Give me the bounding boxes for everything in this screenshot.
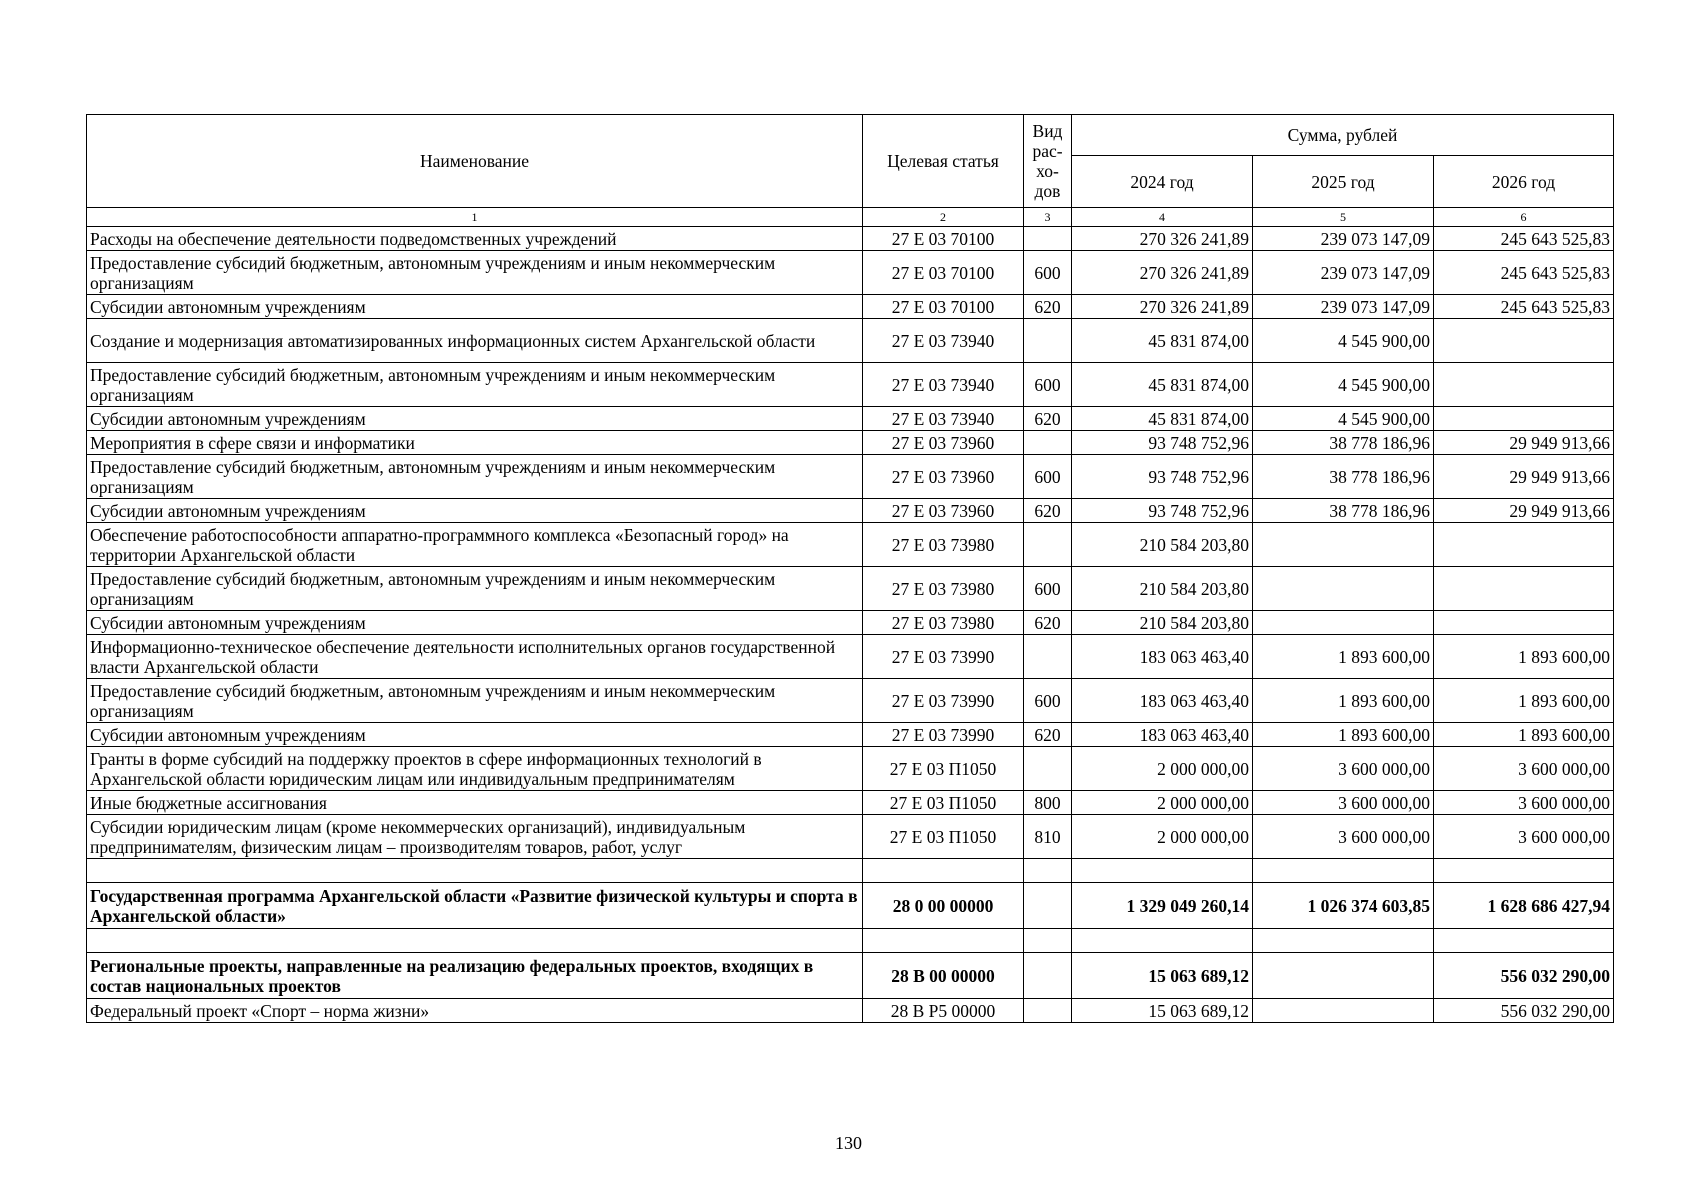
amount-2026: 245 643 525,83 bbox=[1434, 295, 1614, 319]
row-name: Предоставление субсидий бюджетным, автономным учреждениям и иным некоммерческим организациям bbox=[87, 251, 863, 295]
amount-2025 bbox=[1253, 567, 1434, 611]
amount-2024: 270 326 241,89 bbox=[1072, 295, 1253, 319]
column-number: 3 bbox=[1024, 208, 1072, 227]
amount-2024 bbox=[1072, 929, 1253, 953]
target-article: 27 Е 03 73980 bbox=[863, 567, 1024, 611]
target-article: 27 Е 03 73980 bbox=[863, 611, 1024, 635]
amount-2026: 1 893 600,00 bbox=[1434, 679, 1614, 723]
expense-type bbox=[1024, 929, 1072, 953]
header-year-2024: 2024 год bbox=[1072, 156, 1253, 208]
target-article: 27 Е 03 73990 bbox=[863, 679, 1024, 723]
table-row bbox=[87, 523, 1614, 567]
target-article: 27 Е 03 П1050 bbox=[863, 815, 1024, 859]
row-name: Создание и модернизация автоматизированных информационных систем Архангельской области bbox=[87, 319, 863, 363]
header-year-2025: 2025 год bbox=[1253, 156, 1434, 208]
column-number: 4 bbox=[1072, 208, 1253, 227]
expense-type: 600 bbox=[1024, 251, 1072, 295]
row-name: Субсидии автономным учреждениям bbox=[87, 407, 863, 431]
amount-2025: 38 778 186,96 bbox=[1253, 455, 1434, 499]
amount-2025: 4 545 900,00 bbox=[1253, 363, 1434, 407]
amount-2025: 1 893 600,00 bbox=[1253, 723, 1434, 747]
amount-2025: 1 893 600,00 bbox=[1253, 635, 1434, 679]
row-name: Субсидии юридическим лицам (кроме некоммерческих организаций), индивидуальным предпринимателям, физическим лицам – производителям товаров, работ, услуг bbox=[87, 815, 863, 859]
amount-2024: 210 584 203,80 bbox=[1072, 523, 1253, 567]
target-article: 27 Е 03 П1050 bbox=[863, 747, 1024, 791]
amount-2024: 183 063 463,40 bbox=[1072, 723, 1253, 747]
table-row bbox=[87, 723, 1614, 747]
row-name: Субсидии автономным учреждениям bbox=[87, 723, 863, 747]
budget-table bbox=[86, 114, 1614, 1023]
row-name: Государственная программа Архангельской области «Развитие физической культуры и спорта в Архангельской области» bbox=[87, 883, 863, 929]
page-number: 130 bbox=[835, 1133, 862, 1153]
amount-2026 bbox=[1434, 929, 1614, 953]
row-name: Субсидии автономным учреждениям bbox=[87, 499, 863, 523]
row-name bbox=[87, 859, 863, 883]
amount-2025 bbox=[1253, 859, 1434, 883]
expense-type: 620 bbox=[1024, 407, 1072, 431]
table-row bbox=[87, 455, 1614, 499]
target-article: 27 Е 03 73960 bbox=[863, 431, 1024, 455]
amount-2024: 183 063 463,40 bbox=[1072, 635, 1253, 679]
table-row bbox=[87, 319, 1614, 363]
header-year-2026: 2026 год bbox=[1434, 156, 1614, 208]
amount-2025: 38 778 186,96 bbox=[1253, 431, 1434, 455]
spacer-row bbox=[87, 929, 1614, 953]
row-name: Предоставление субсидий бюджетным, автономным учреждениям и иным некоммерческим организациям bbox=[87, 455, 863, 499]
table-row bbox=[87, 407, 1614, 431]
expense-type: 600 bbox=[1024, 679, 1072, 723]
row-name: Информационно-техническое обеспечение деятельности исполнительных органов государственной власти Архангельской области bbox=[87, 635, 863, 679]
header-expense-type: Вид рас-хо-дов bbox=[1024, 115, 1072, 208]
amount-2025: 1 893 600,00 bbox=[1253, 679, 1434, 723]
expense-type: 600 bbox=[1024, 567, 1072, 611]
expense-type bbox=[1024, 635, 1072, 679]
amount-2024: 210 584 203,80 bbox=[1072, 611, 1253, 635]
expense-type bbox=[1024, 431, 1072, 455]
target-article: 27 Е 03 70100 bbox=[863, 295, 1024, 319]
amount-2025: 3 600 000,00 bbox=[1253, 791, 1434, 815]
row-name: Иные бюджетные ассигнования bbox=[87, 791, 863, 815]
target-article bbox=[863, 859, 1024, 883]
row-name: Мероприятия в сфере связи и информатики bbox=[87, 431, 863, 455]
target-article: 27 Е 03 73940 bbox=[863, 363, 1024, 407]
row-name: Субсидии автономным учреждениям bbox=[87, 611, 863, 635]
expense-type bbox=[1024, 523, 1072, 567]
table-row bbox=[87, 611, 1614, 635]
amount-2026: 29 949 913,66 bbox=[1434, 431, 1614, 455]
row-name: Обеспечение работоспособности аппаратно-программного комплекса «Безопасный город» на территории Архангельской области bbox=[87, 523, 863, 567]
amount-2025 bbox=[1253, 523, 1434, 567]
row-name: Федеральный проект «Спорт – норма жизни» bbox=[87, 999, 863, 1023]
amount-2026: 245 643 525,83 bbox=[1434, 227, 1614, 251]
amount-2024: 45 831 874,00 bbox=[1072, 363, 1253, 407]
target-article: 27 Е 03 70100 bbox=[863, 227, 1024, 251]
amount-2026 bbox=[1434, 407, 1614, 431]
header-sum: Сумма, рублей bbox=[1072, 115, 1614, 156]
target-article: 27 Е 03 73940 bbox=[863, 407, 1024, 431]
table-row bbox=[87, 883, 1614, 929]
table-row bbox=[87, 815, 1614, 859]
target-article: 27 Е 03 70100 bbox=[863, 251, 1024, 295]
amount-2024: 15 063 689,12 bbox=[1072, 953, 1253, 999]
column-number: 5 bbox=[1253, 208, 1434, 227]
amount-2026: 556 032 290,00 bbox=[1434, 953, 1614, 999]
table-row bbox=[87, 295, 1614, 319]
amount-2024: 2 000 000,00 bbox=[1072, 791, 1253, 815]
table-row bbox=[87, 227, 1614, 251]
amount-2025: 38 778 186,96 bbox=[1253, 499, 1434, 523]
amount-2024: 93 748 752,96 bbox=[1072, 431, 1253, 455]
header-name: Наименование bbox=[87, 115, 863, 208]
target-article: 27 Е 03 73990 bbox=[863, 723, 1024, 747]
amount-2024: 45 831 874,00 bbox=[1072, 319, 1253, 363]
table-row bbox=[87, 999, 1614, 1023]
amount-2026: 29 949 913,66 bbox=[1434, 499, 1614, 523]
expense-type bbox=[1024, 953, 1072, 999]
amount-2026: 1 893 600,00 bbox=[1434, 635, 1614, 679]
expense-type: 600 bbox=[1024, 363, 1072, 407]
amount-2026: 556 032 290,00 bbox=[1434, 999, 1614, 1023]
amount-2025: 239 073 147,09 bbox=[1253, 227, 1434, 251]
expense-type: 800 bbox=[1024, 791, 1072, 815]
amount-2026: 3 600 000,00 bbox=[1434, 791, 1614, 815]
amount-2025 bbox=[1253, 611, 1434, 635]
target-article: 28 0 00 00000 bbox=[863, 883, 1024, 929]
amount-2026: 29 949 913,66 bbox=[1434, 455, 1614, 499]
header-target-article: Целевая статья bbox=[863, 115, 1024, 208]
target-article: 27 Е 03 73940 bbox=[863, 319, 1024, 363]
amount-2024: 45 831 874,00 bbox=[1072, 407, 1253, 431]
expense-type: 620 bbox=[1024, 723, 1072, 747]
amount-2024: 15 063 689,12 bbox=[1072, 999, 1253, 1023]
amount-2024: 93 748 752,96 bbox=[1072, 499, 1253, 523]
amount-2026 bbox=[1434, 319, 1614, 363]
row-name: Гранты в форме субсидий на поддержку проектов в сфере информационных технологий в Архангельской области юридическим лицам или индивидуальным предпринимателям bbox=[87, 747, 863, 791]
amount-2024: 210 584 203,80 bbox=[1072, 567, 1253, 611]
amount-2025 bbox=[1253, 999, 1434, 1023]
amount-2025: 4 545 900,00 bbox=[1253, 407, 1434, 431]
amount-2024: 2 000 000,00 bbox=[1072, 815, 1253, 859]
row-name: Предоставление субсидий бюджетным, автономным учреждениям и иным некоммерческим организациям bbox=[87, 567, 863, 611]
amount-2025: 239 073 147,09 bbox=[1253, 251, 1434, 295]
expense-type: 620 bbox=[1024, 295, 1072, 319]
amount-2026: 1 628 686 427,94 bbox=[1434, 883, 1614, 929]
amount-2024: 93 748 752,96 bbox=[1072, 455, 1253, 499]
expense-type bbox=[1024, 747, 1072, 791]
target-article: 27 Е 03 73980 bbox=[863, 523, 1024, 567]
amount-2025: 239 073 147,09 bbox=[1253, 295, 1434, 319]
amount-2026: 1 893 600,00 bbox=[1434, 723, 1614, 747]
row-name bbox=[87, 929, 863, 953]
table-body bbox=[87, 227, 1614, 1023]
row-name: Расходы на обеспечение деятельности подведомственных учреждений bbox=[87, 227, 863, 251]
row-name: Предоставление субсидий бюджетным, автономным учреждениям и иным некоммерческим организациям bbox=[87, 679, 863, 723]
expense-type: 620 bbox=[1024, 611, 1072, 635]
table-row bbox=[87, 791, 1614, 815]
amount-2025 bbox=[1253, 953, 1434, 999]
target-article: 28 В 00 00000 bbox=[863, 953, 1024, 999]
expense-type bbox=[1024, 883, 1072, 929]
row-name: Региональные проекты, направленные на реализацию федеральных проектов, входящих в состав национальных проектов bbox=[87, 953, 863, 999]
table-row bbox=[87, 431, 1614, 455]
row-name: Предоставление субсидий бюджетным, автономным учреждениям и иным некоммерческим организациям bbox=[87, 363, 863, 407]
table-row bbox=[87, 953, 1614, 999]
table-row bbox=[87, 251, 1614, 295]
expense-type: 810 bbox=[1024, 815, 1072, 859]
column-number: 2 bbox=[863, 208, 1024, 227]
amount-2026: 3 600 000,00 bbox=[1434, 815, 1614, 859]
amount-2026: 245 643 525,83 bbox=[1434, 251, 1614, 295]
amount-2026 bbox=[1434, 611, 1614, 635]
expense-type bbox=[1024, 319, 1072, 363]
amount-2024: 1 329 049 260,14 bbox=[1072, 883, 1253, 929]
table-row bbox=[87, 747, 1614, 791]
amount-2024: 183 063 463,40 bbox=[1072, 679, 1253, 723]
amount-2025 bbox=[1253, 929, 1434, 953]
target-article: 27 Е 03 73960 bbox=[863, 499, 1024, 523]
expense-type bbox=[1024, 999, 1072, 1023]
column-number: 1 bbox=[87, 208, 863, 227]
amount-2025: 3 600 000,00 bbox=[1253, 815, 1434, 859]
expense-type bbox=[1024, 859, 1072, 883]
table-row bbox=[87, 679, 1614, 723]
target-article: 27 Е 03 73960 bbox=[863, 455, 1024, 499]
target-article: 28 В Р5 00000 bbox=[863, 999, 1024, 1023]
amount-2025: 1 026 374 603,85 bbox=[1253, 883, 1434, 929]
amount-2025: 3 600 000,00 bbox=[1253, 747, 1434, 791]
target-article: 27 Е 03 73990 bbox=[863, 635, 1024, 679]
expense-type: 600 bbox=[1024, 455, 1072, 499]
spacer-row bbox=[87, 859, 1614, 883]
target-article bbox=[863, 929, 1024, 953]
amount-2026 bbox=[1434, 859, 1614, 883]
amount-2026 bbox=[1434, 567, 1614, 611]
amount-2026: 3 600 000,00 bbox=[1434, 747, 1614, 791]
amount-2024: 270 326 241,89 bbox=[1072, 227, 1253, 251]
amount-2026 bbox=[1434, 523, 1614, 567]
table-row bbox=[87, 363, 1614, 407]
amount-2024: 2 000 000,00 bbox=[1072, 747, 1253, 791]
amount-2026 bbox=[1434, 363, 1614, 407]
expense-type bbox=[1024, 227, 1072, 251]
target-article: 27 Е 03 П1050 bbox=[863, 791, 1024, 815]
expense-type: 620 bbox=[1024, 499, 1072, 523]
amount-2024: 270 326 241,89 bbox=[1072, 251, 1253, 295]
amount-2024 bbox=[1072, 859, 1253, 883]
table-row bbox=[87, 499, 1614, 523]
table-row bbox=[87, 635, 1614, 679]
row-name: Субсидии автономным учреждениям bbox=[87, 295, 863, 319]
column-number: 6 bbox=[1434, 208, 1614, 227]
amount-2025: 4 545 900,00 bbox=[1253, 319, 1434, 363]
table-row bbox=[87, 567, 1614, 611]
